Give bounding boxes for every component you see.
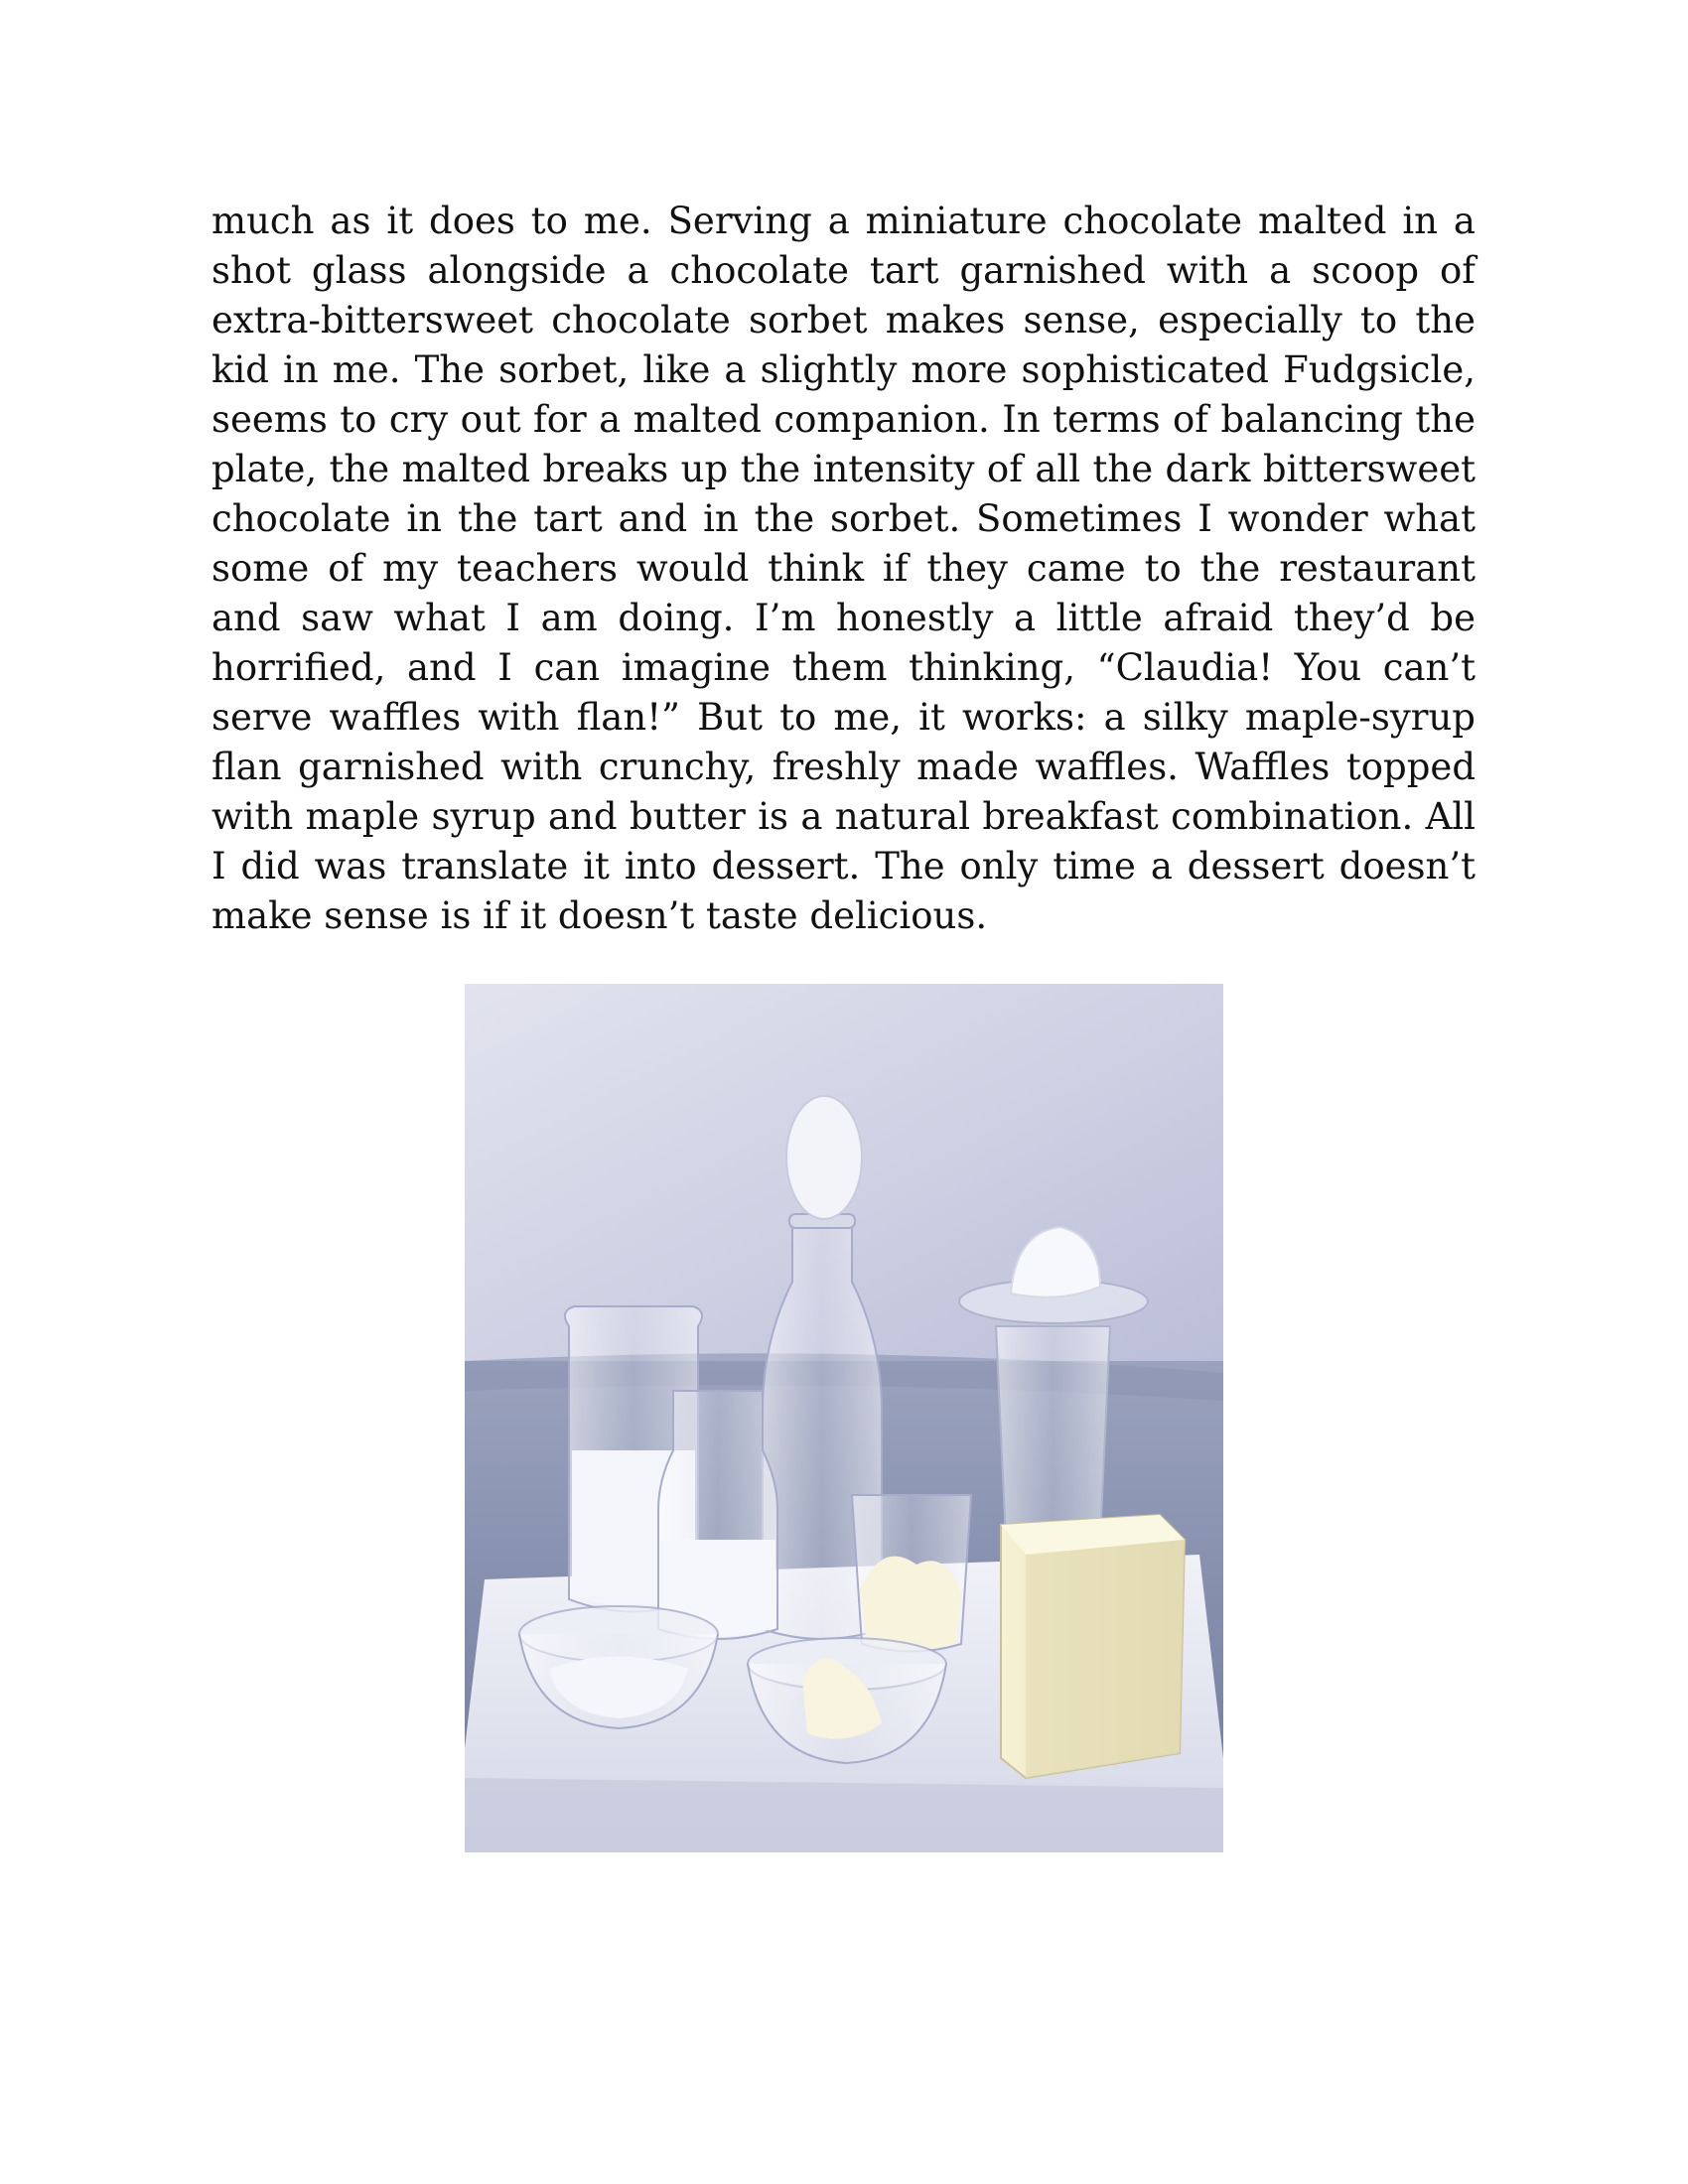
body-paragraph: much as it does to me. Serving a miniature chocolate malted in a shot glass alongside a chocolate tart garnished with a scoop of extra-bittersweet chocolate sorbet makes sense, especially to the kid in me. The sorbet, like a slightly more sophisticated Fudgsicle, seems to cry out for a malted companion. In terms of balancing the plate, the malted breaks up the intensity of all the dark bittersweet chocolate in the tart and in the sorbet. Sometimes I wonder what some of my teachers would think if they came to the restaurant and saw what I am doing. I’m honestly a little afraid they’d be horrified, and I can imagine them thinking, “Claudia! You can’t serve waffles with flan!” But to me, it works: a silky maple-syrup flan garnished with crunchy, freshly made waffles. Waffles topped with maple syrup and butter is a natural breakfast combination. All I did was translate it into dessert. The only time a dessert doesn’t make sense is if it doesn’t taste delicious. [211, 200, 1476, 937]
ingredients-photo-illustration [465, 984, 1223, 1852]
cream-glass [852, 1495, 971, 1652]
butter-block [1001, 1515, 1185, 1778]
ingredients-photo [465, 984, 1223, 1852]
egg [786, 1096, 862, 1219]
milk-bottle [658, 1391, 777, 1639]
tray-front-edge [465, 1778, 1223, 1852]
